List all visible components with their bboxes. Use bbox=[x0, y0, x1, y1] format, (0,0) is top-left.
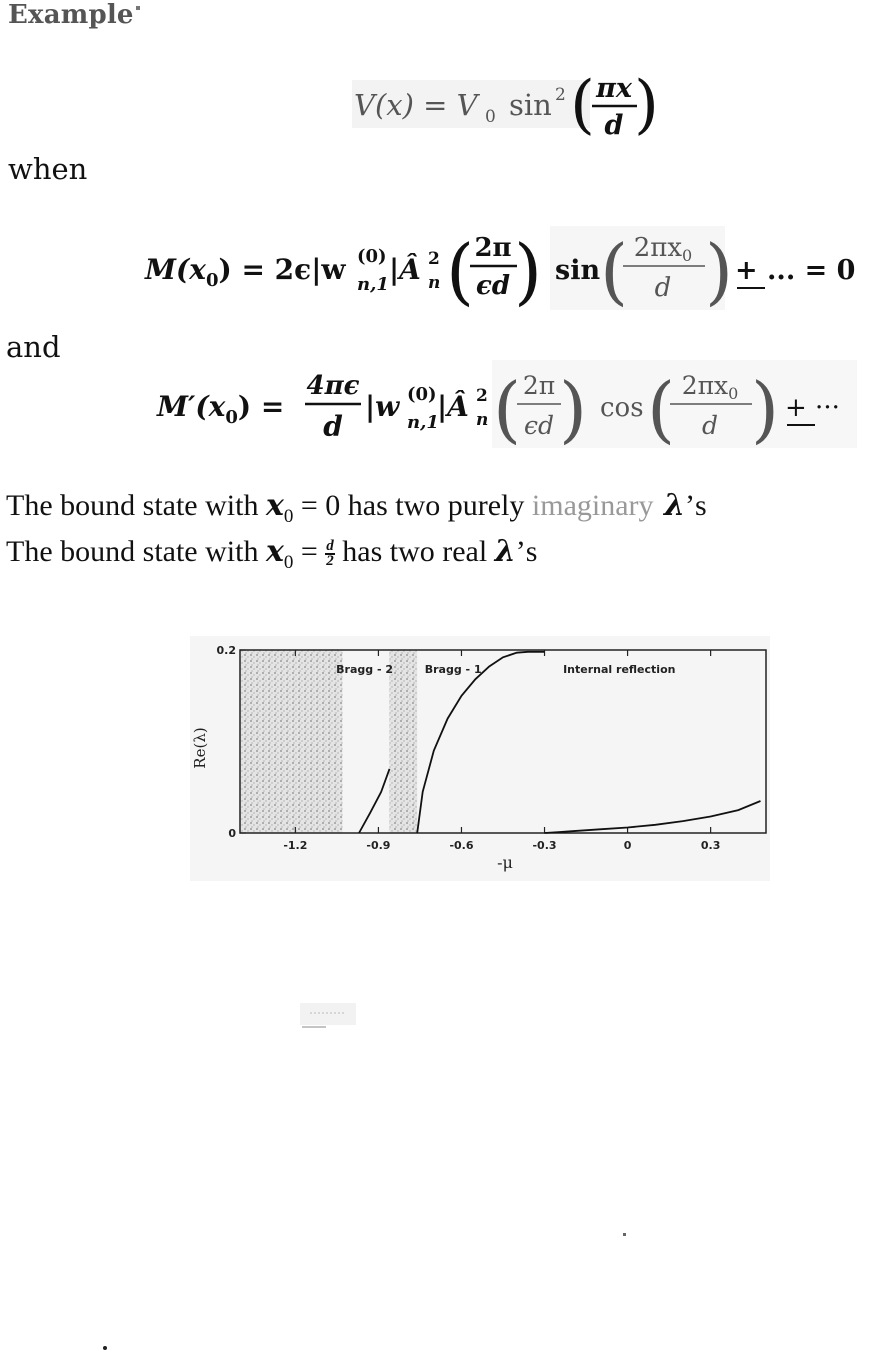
faint-scan-mark bbox=[300, 1003, 356, 1029]
s2-pre: The bound state with bbox=[6, 535, 266, 568]
plot-xlabel: -μ bbox=[497, 853, 513, 872]
s1-end: ’s bbox=[685, 489, 707, 522]
potential-equation bbox=[352, 68, 659, 142]
s2-frac-den: 2 bbox=[326, 553, 334, 570]
s2-frac bbox=[325, 540, 335, 568]
x-tick-label: 0 bbox=[623, 839, 632, 852]
mp-lhs: $M'(x_0)$ = bbox=[157, 390, 285, 428]
word-when: when bbox=[8, 152, 88, 186]
mp-f2-lparen: ( bbox=[647, 367, 676, 451]
potential-sub: 0 bbox=[485, 107, 496, 127]
statement-real bbox=[6, 534, 537, 574]
mp-f2-num: $2\pi x_0$ bbox=[681, 371, 739, 403]
m-equation bbox=[145, 222, 870, 312]
mp-a-sub: n bbox=[476, 410, 489, 430]
s1-var: x bbox=[265, 488, 284, 523]
potential-num: πx bbox=[596, 73, 632, 104]
m-f1-rparen: ) bbox=[514, 229, 543, 313]
mp-f2-rparen: ) bbox=[751, 367, 780, 451]
stray-dot bbox=[623, 1233, 626, 1236]
stray-mark bbox=[136, 6, 140, 10]
potential-lhs: V(x) = V bbox=[354, 88, 478, 122]
region-label: Internal reflection bbox=[563, 663, 676, 676]
shaded-region-0 bbox=[240, 650, 342, 833]
s1-imaginary: imaginary bbox=[531, 489, 654, 522]
m-a: |Â bbox=[389, 253, 421, 286]
m-f1-num: 2π bbox=[474, 233, 512, 263]
mp-w: |w bbox=[365, 390, 400, 423]
mp-cos: cos bbox=[600, 393, 644, 423]
s2-end: ’s bbox=[515, 535, 538, 568]
mp-f1-rparen: ) bbox=[559, 367, 588, 451]
m-f1-den: ϵd bbox=[475, 271, 511, 301]
mp-tail: + ··· bbox=[785, 393, 840, 423]
m-sin: sin bbox=[555, 255, 601, 286]
potential-lparen: ( bbox=[570, 68, 595, 142]
s1-mid: = 0 has two purely bbox=[293, 489, 532, 522]
potential-rparen: ) bbox=[634, 68, 659, 142]
m-a-sup: 2 bbox=[428, 249, 440, 269]
mp-c-den: d bbox=[323, 410, 343, 443]
m-w-sub: n,1 bbox=[357, 274, 389, 295]
mp-c-num: 4πϵ bbox=[306, 371, 360, 401]
m-a-sub: n bbox=[428, 273, 441, 293]
x-tick-label: -0.9 bbox=[366, 839, 391, 852]
s2-mid: has two real bbox=[334, 535, 495, 568]
mp-w-sup: (0) bbox=[407, 384, 437, 405]
plot-ylabel: Re(λ) bbox=[191, 727, 209, 769]
m-prime-equation bbox=[157, 358, 857, 450]
s1-lambda: λ bbox=[653, 488, 686, 523]
mp-w-sub: n,1 bbox=[407, 412, 439, 433]
m-f2-lparen: ( bbox=[600, 229, 629, 313]
m-f2-num: 2πx0 bbox=[633, 233, 693, 265]
mp-f1-lparen: ( bbox=[493, 367, 522, 451]
potential-sup: 2 bbox=[555, 85, 566, 105]
example-heading: Example bbox=[8, 0, 134, 30]
y-tick-label: 0.2 bbox=[216, 644, 236, 657]
region-label: Bragg - 2 bbox=[336, 663, 394, 676]
m-f2-rparen: ) bbox=[705, 229, 734, 313]
m-f1-lparen: ( bbox=[446, 229, 475, 313]
x-tick-label: 0.3 bbox=[700, 839, 721, 852]
region-label: Bragg - 1 bbox=[424, 663, 482, 676]
x-tick-label: -1.2 bbox=[283, 839, 308, 852]
s2-lambda: λ bbox=[494, 534, 516, 569]
s2-eq: = bbox=[293, 535, 326, 568]
y-tick-label: 0 bbox=[228, 827, 236, 840]
s1-pre: The bound state with bbox=[6, 489, 266, 522]
s1-sub: 0 bbox=[283, 506, 294, 527]
word-and: and bbox=[6, 330, 61, 364]
mp-f1-num: 2π bbox=[522, 371, 556, 400]
mp-a: |Â bbox=[437, 390, 469, 423]
s2-var: x bbox=[265, 534, 284, 569]
mp-f2-den: d bbox=[701, 411, 719, 440]
mp-f1-den: ϵd bbox=[523, 411, 555, 440]
potential-den: d bbox=[604, 110, 624, 141]
m-lhs: $M(x_0) = 2\epsilon|w$ bbox=[145, 253, 346, 291]
shaded-region-1 bbox=[389, 650, 417, 833]
s2-sub: 0 bbox=[283, 552, 294, 573]
m-f2-den: d bbox=[654, 273, 672, 303]
stray-dot bbox=[103, 1346, 107, 1350]
potential-sin: sin bbox=[509, 88, 552, 122]
m-tail: + ... = 0 bbox=[735, 255, 856, 286]
m-w-sup: (0) bbox=[357, 246, 387, 267]
s2-frac-num: d bbox=[326, 538, 334, 555]
x-tick-label: -0.3 bbox=[532, 839, 557, 852]
x-tick-label: -0.6 bbox=[449, 839, 474, 852]
mp-a-sup: 2 bbox=[476, 386, 488, 406]
re-lambda-plot bbox=[190, 636, 770, 881]
statement-imaginary bbox=[6, 488, 707, 528]
shaded-regions bbox=[240, 650, 417, 833]
